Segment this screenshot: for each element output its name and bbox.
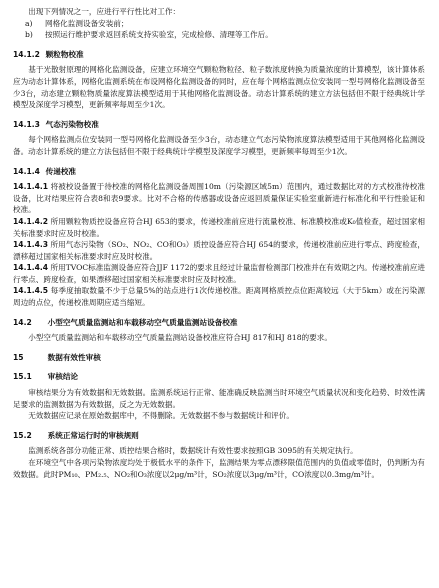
heading-number: 15	[13, 352, 24, 362]
paragraph: 在环境空气中各项污染物浓度均处于极低水平的条件下，监测结果为零点漂移限值范围内的负值或零值时，仍判断为有效数据。此时PM₁₀、PM₂.₅、NO₂和O₃浓度以2μg/m³计，SO₂浓度以3μg/m³计，CO浓度以0.3mg/m³计。	[13, 458, 425, 479]
paragraph: 小型空气质量监测站和车载移动空气质量监测站设备校准应符合HJ 817和HJ 818的要求。	[28, 333, 332, 343]
clause-text: 所用颗粒物质控设备应符合HJ 653的要求，传递校准前应进行流量校准、标准膜校准或K₀值检查，超过国家相关标准要求时应及时校准。	[13, 216, 425, 238]
heading-14-1-4	[13, 166, 425, 178]
list-item	[13, 18, 425, 30]
heading-number: 14.1.3	[13, 119, 40, 129]
heading-14-1-2	[13, 49, 425, 61]
heading-number: 14.1.2	[13, 49, 40, 59]
clause-14-1-4-5	[13, 285, 425, 308]
list-item	[13, 29, 425, 41]
list-text: 网格化监测设备安装前；	[45, 18, 129, 28]
list-text: 按照运行维护要求返回系统支持实验室，完成检修、清理等工作后。	[45, 30, 273, 40]
clause-number: 14.1.4.1	[13, 182, 49, 192]
heading-title: 系统正常运行时的审核规则	[47, 430, 139, 440]
heading-number: 15.2	[13, 430, 32, 440]
heading-title: 气态污染物校准	[45, 119, 99, 129]
clause-14-1-4-4	[13, 262, 425, 285]
clause-number: 14.1.4.4	[13, 263, 49, 273]
clause-14-1-4-2	[13, 216, 425, 239]
heading-title: 颗粒物校准	[45, 49, 84, 59]
heading-number: 15.1	[13, 372, 32, 382]
heading-14-2	[13, 317, 425, 329]
clause-text: 所用气态污染物（SO₂、NO₂、CO和O₃）质控设备应符合HJ 654的要求，传递校准前应进行零点、跨度检查，漂移超过国家相关标准要求时应及时校准。	[13, 240, 425, 261]
paragraph: 无效数据应记录在原始数据库中，不得删除。无效数据不参与数据统计和评价。	[28, 411, 294, 421]
heading-15-2	[13, 430, 425, 442]
paragraph: 监测系统各部分功能正常、质控结果合格时，数据统计有效性要求按照GB 3095的有关规定执行。	[28, 446, 358, 456]
heading-title: 审核结论	[47, 372, 79, 382]
clause-text: 所用TVOC标准监测设备应符合JJF 1172的要求且经过计量监督检测部门校准并在有效期之内。传递校准前应进行零点、跨度检查，如果漂移超过国家相关标准要求时应及时校准。	[13, 263, 425, 284]
heading-title: 小型空气质量监测站和车载移动空气质量监测站设备校准	[47, 317, 238, 327]
paragraph: 基于光散射原理的网格化监测设备，应建立环境空气颗粒物粒径、粒子数浓度转换为质量浓度的计算模型，该计算体系应为动态计算体系，网格化监测系统在布设网格化监测设备的同时，应在每个网格监测点位安装同一型号网格化监测设备至少3台，动态建立颗粒物质量浓度算法模型适用于其他网格化监测设备。动态计算系统的建立方法包括但不限于经典统计学模型及深度学习模型，更新频率每周至少1次。	[13, 65, 425, 110]
clause-number: 14.1.4.5	[13, 286, 49, 296]
heading-number: 14.2	[13, 317, 32, 327]
clause-14-1-4-1	[13, 181, 425, 216]
heading-15	[13, 352, 425, 364]
heading-number: 14.1.4	[13, 166, 40, 176]
clause-number: 14.1.4.2	[13, 216, 49, 226]
clause-number: 14.1.4.3	[13, 240, 49, 250]
heading-14-1-3	[13, 119, 425, 131]
heading-title: 传递校准	[45, 166, 77, 176]
clause-text: 每季度抽取数量不少于总量5%的站点进行1次传递校准。距离网格质控点位距离较远（大于5km）或在污染源周边的点位，传递校准周期应适当缩短。	[13, 286, 425, 308]
list-label: b)	[25, 30, 33, 40]
paragraph: 每个网格监测点位安装同一型号网格化监测设备至少3台，动态建立气态污染物浓度算法模型适用于其他网格化监测设备。动态计算系统的建立方法包括但不限于经典统计学模型及深度学习模型，更新频率每周至少1次。	[13, 135, 425, 156]
paragraph: 审核结果分为有效数据和无效数据。监测系统运行正常、能准确反映监测当时环境空气质量状况和变化趋势、时效性满足要求的监测数据为有效数据，反之为无效数据。	[13, 388, 425, 409]
heading-15-1	[13, 371, 425, 383]
intro-text: 出现下列情况之一，应进行平行性比对工作：	[28, 7, 181, 16]
list-label: a)	[25, 18, 33, 28]
heading-title: 数据有效性审核	[47, 352, 101, 362]
clause-text: 将被校设备置于待校准的网格化监测设备周围10m（污染源区域5m）范围内，通过数据比对的方式校准待校准设备，比对结果应符合表8和表9要求。比对不合格的传感器或设备应返回质量保证实验室重新进行标准化和平行性验证和校准。	[13, 182, 425, 215]
clause-14-1-4-3	[13, 239, 425, 262]
